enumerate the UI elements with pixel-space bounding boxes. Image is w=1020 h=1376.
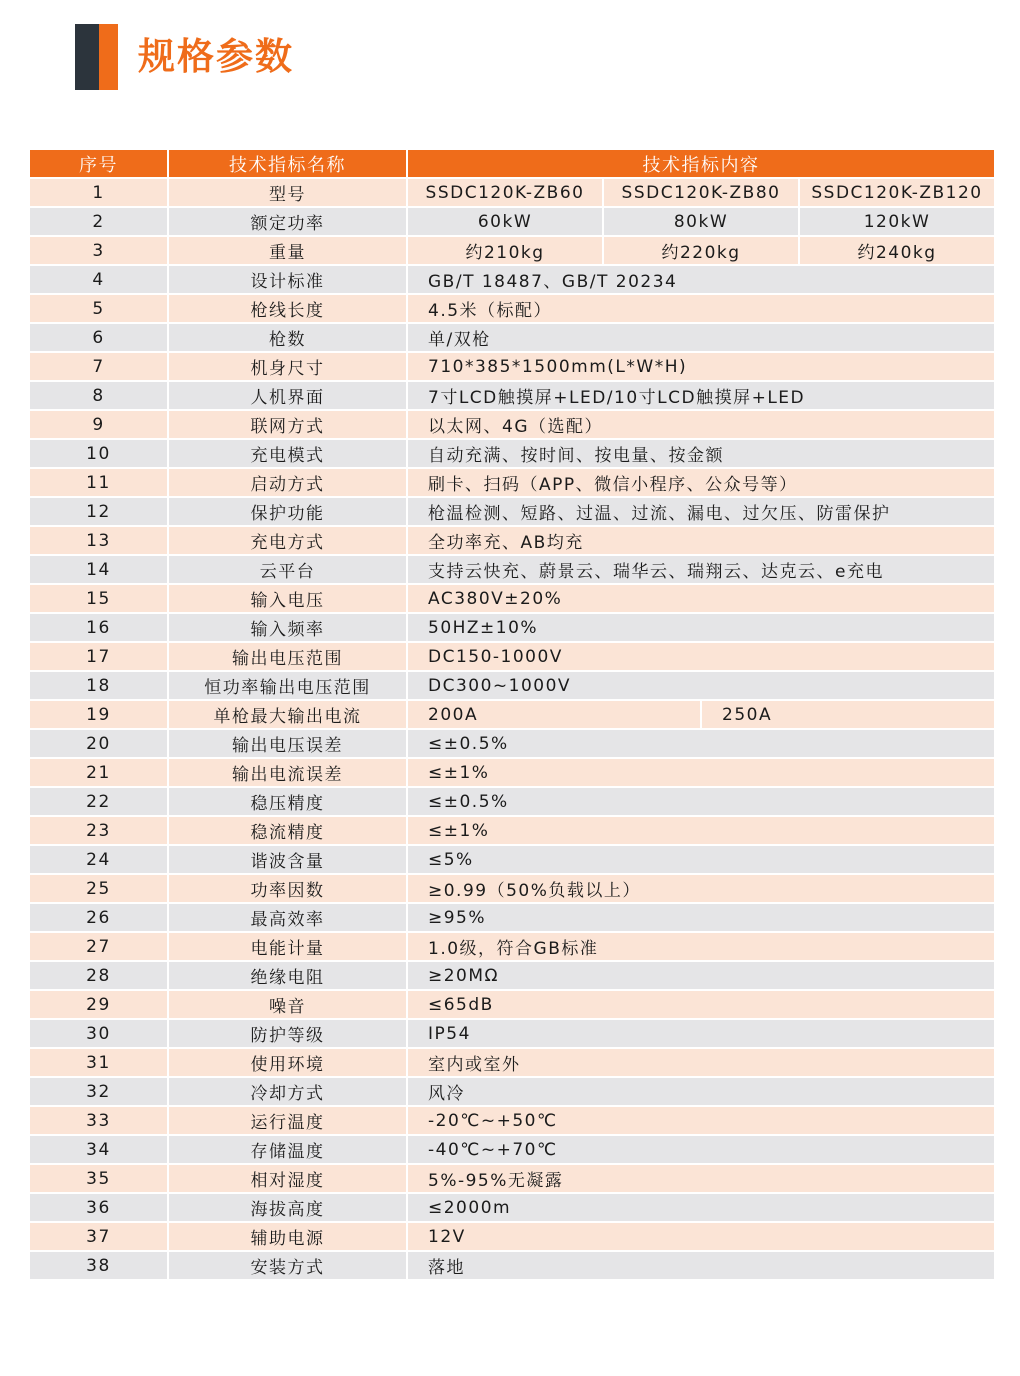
row-spec-value: 5%-95%无凝露: [407, 1164, 995, 1193]
row-value-model-80: 约220kg: [603, 236, 799, 265]
table-row: [29, 990, 995, 1019]
row-spec-name: 稳流精度: [168, 816, 407, 845]
table-row: [29, 961, 995, 990]
row-number: 37: [29, 1222, 168, 1251]
row-number: 15: [29, 584, 168, 613]
row-number: 31: [29, 1048, 168, 1077]
row-spec-value: 落地: [407, 1251, 995, 1280]
row-number: 26: [29, 903, 168, 932]
row-number: 29: [29, 990, 168, 1019]
table-row: [29, 207, 995, 236]
row-spec-value: ≤±0.5%: [407, 787, 995, 816]
table-row: [29, 265, 995, 294]
row-spec-name: 人机界面: [168, 381, 407, 410]
row-spec-name: 最高效率: [168, 903, 407, 932]
table-header-row: [29, 149, 995, 178]
row-number: 10: [29, 439, 168, 468]
row-spec-name: 功率因数: [168, 874, 407, 903]
table-row: [29, 874, 995, 903]
row-number: 2: [29, 207, 168, 236]
row-value-model-120: 约240kg: [799, 236, 995, 265]
row-spec-value: 支持云快充、蔚景云、瑞华云、瑞翔云、达克云、e充电: [407, 555, 995, 584]
row-spec-value: 自动充满、按时间、按电量、按金额: [407, 439, 995, 468]
row-spec-name: 充电方式: [168, 526, 407, 555]
row-spec-name: 恒功率输出电压范围: [168, 671, 407, 700]
row-number: 38: [29, 1251, 168, 1280]
row-value-current-a: 200A: [407, 700, 701, 729]
row-value-current-b: 250A: [701, 700, 995, 729]
table-row: [29, 758, 995, 787]
row-spec-name: 联网方式: [168, 410, 407, 439]
row-spec-name: 电能计量: [168, 932, 407, 961]
row-spec-name: 枪线长度: [168, 294, 407, 323]
header-content: 技术指标内容: [407, 149, 995, 178]
row-spec-value: 7寸LCD触摸屏+LED/10寸LCD触摸屏+LED: [407, 381, 995, 410]
row-spec-value: 4.5米（标配）: [407, 294, 995, 323]
row-spec-value: -20℃~+50℃: [407, 1106, 995, 1135]
table-row: [29, 1222, 995, 1251]
row-spec-name: 输入频率: [168, 613, 407, 642]
row-spec-name: 型号: [168, 178, 407, 207]
header-name: 技术指标名称: [168, 149, 407, 178]
row-spec-name: 输出电压范围: [168, 642, 407, 671]
row-spec-value: ≤±1%: [407, 758, 995, 787]
row-spec-value: ≤2000m: [407, 1193, 995, 1222]
table-row: [29, 903, 995, 932]
row-number: 18: [29, 671, 168, 700]
row-spec-name: 运行温度: [168, 1106, 407, 1135]
row-spec-value: 50HZ±10%: [407, 613, 995, 642]
row-spec-value: 风冷: [407, 1077, 995, 1106]
row-spec-name: 重量: [168, 236, 407, 265]
row-number: 33: [29, 1106, 168, 1135]
table-row: [29, 642, 995, 671]
row-spec-value: ≥95%: [407, 903, 995, 932]
row-number: 24: [29, 845, 168, 874]
row-spec-name: 云平台: [168, 555, 407, 584]
table-row: [29, 1135, 995, 1164]
row-spec-value: 1.0级，符合GB标准: [407, 932, 995, 961]
page-title: 规格参数: [138, 35, 294, 78]
row-spec-name: 相对湿度: [168, 1164, 407, 1193]
row-spec-name: 枪数: [168, 323, 407, 352]
row-number: 25: [29, 874, 168, 903]
row-number: 28: [29, 961, 168, 990]
row-spec-value: 室内或室外: [407, 1048, 995, 1077]
table-row: [29, 439, 995, 468]
row-value-model-60: SSDC120K-ZB60: [407, 178, 603, 207]
row-spec-value: ≤5%: [407, 845, 995, 874]
row-number: 12: [29, 497, 168, 526]
table-row: [29, 178, 995, 207]
row-number: 34: [29, 1135, 168, 1164]
table-row: [29, 787, 995, 816]
row-number: 3: [29, 236, 168, 265]
row-number: 23: [29, 816, 168, 845]
table-row: [29, 236, 995, 265]
row-value-model-80: SSDC120K-ZB80: [603, 178, 799, 207]
table-row: [29, 1077, 995, 1106]
table-row: [29, 323, 995, 352]
row-spec-value: 枪温检测、短路、过温、过流、漏电、过欠压、防雷保护: [407, 497, 995, 526]
row-number: 20: [29, 729, 168, 758]
row-number: 32: [29, 1077, 168, 1106]
row-spec-value: 刷卡、扫码（APP、微信小程序、公众号等）: [407, 468, 995, 497]
row-number: 7: [29, 352, 168, 381]
row-spec-value: -40℃~+70℃: [407, 1135, 995, 1164]
row-spec-name: 输出电流误差: [168, 758, 407, 787]
table-row: [29, 555, 995, 584]
row-value-model-120: 120kW: [799, 207, 995, 236]
row-number: 17: [29, 642, 168, 671]
table-row: [29, 410, 995, 439]
table-row: [29, 845, 995, 874]
row-number: 19: [29, 700, 168, 729]
table-row: [29, 671, 995, 700]
row-spec-value: ≤±1%: [407, 816, 995, 845]
header-no: 序号: [29, 149, 168, 178]
row-spec-name: 辅助电源: [168, 1222, 407, 1251]
row-spec-value: DC300~1000V: [407, 671, 995, 700]
row-number: 8: [29, 381, 168, 410]
row-spec-name: 冷却方式: [168, 1077, 407, 1106]
row-number: 21: [29, 758, 168, 787]
table-row: [29, 729, 995, 758]
row-spec-name: 单枪最大输出电流: [168, 700, 407, 729]
table-row: [29, 613, 995, 642]
row-spec-name: 海拔高度: [168, 1193, 407, 1222]
table-row: [29, 816, 995, 845]
table-row: [29, 352, 995, 381]
table-row: [29, 381, 995, 410]
row-number: 11: [29, 468, 168, 497]
row-spec-name: 噪音: [168, 990, 407, 1019]
row-value-model-60: 60kW: [407, 207, 603, 236]
row-spec-name: 充电模式: [168, 439, 407, 468]
row-number: 5: [29, 294, 168, 323]
page-header: [75, 24, 675, 90]
row-number: 1: [29, 178, 168, 207]
row-spec-name: 保护功能: [168, 497, 407, 526]
row-spec-name: 防护等级: [168, 1019, 407, 1048]
row-spec-value: 单/双枪: [407, 323, 995, 352]
table-row: [29, 932, 995, 961]
row-spec-name: 使用环境: [168, 1048, 407, 1077]
row-spec-name: 启动方式: [168, 468, 407, 497]
row-value-model-60: 约210kg: [407, 236, 603, 265]
row-spec-name: 输入电压: [168, 584, 407, 613]
table-row: [29, 584, 995, 613]
row-spec-value: GB/T 18487、GB/T 20234: [407, 265, 995, 294]
spec-table: [28, 148, 996, 1281]
row-spec-name: 额定功率: [168, 207, 407, 236]
row-spec-value: 12V: [407, 1222, 995, 1251]
table-row: [29, 468, 995, 497]
row-spec-name: 机身尺寸: [168, 352, 407, 381]
row-spec-name: 稳压精度: [168, 787, 407, 816]
row-spec-value: ≤±0.5%: [407, 729, 995, 758]
row-number: 22: [29, 787, 168, 816]
row-spec-value: ≥0.99（50%负载以上）: [407, 874, 995, 903]
row-spec-value: AC380V±20%: [407, 584, 995, 613]
row-spec-value: IP54: [407, 1019, 995, 1048]
row-number: 27: [29, 932, 168, 961]
row-spec-name: 存储温度: [168, 1135, 407, 1164]
table-row: [29, 1048, 995, 1077]
row-spec-name: 输出电压误差: [168, 729, 407, 758]
table-row: [29, 497, 995, 526]
row-spec-name: 安装方式: [168, 1251, 407, 1280]
table-row: [29, 700, 995, 729]
row-spec-value: DC150-1000V: [407, 642, 995, 671]
table-row: [29, 526, 995, 555]
table-row: [29, 1251, 995, 1280]
row-spec-name: 谐波含量: [168, 845, 407, 874]
row-number: 6: [29, 323, 168, 352]
row-value-model-80: 80kW: [603, 207, 799, 236]
table-row: [29, 1193, 995, 1222]
table-row: [29, 1019, 995, 1048]
table-row: [29, 1106, 995, 1135]
row-spec-name: 绝缘电阻: [168, 961, 407, 990]
row-spec-name: 设计标准: [168, 265, 407, 294]
row-number: 4: [29, 265, 168, 294]
title-accent-orange-bar: [99, 24, 118, 90]
row-number: 36: [29, 1193, 168, 1222]
row-value-model-120: SSDC120K-ZB120: [799, 178, 995, 207]
title-accent-dark-bar: [75, 24, 99, 90]
row-spec-value: ≤65dB: [407, 990, 995, 1019]
row-number: 16: [29, 613, 168, 642]
row-spec-value: 710*385*1500mm(L*W*H): [407, 352, 995, 381]
table-row: [29, 294, 995, 323]
row-number: 35: [29, 1164, 168, 1193]
row-number: 13: [29, 526, 168, 555]
row-number: 14: [29, 555, 168, 584]
table-row: [29, 1164, 995, 1193]
row-number: 9: [29, 410, 168, 439]
row-spec-value: ≥20MΩ: [407, 961, 995, 990]
row-number: 30: [29, 1019, 168, 1048]
row-spec-value: 以太网、4G（选配）: [407, 410, 995, 439]
row-spec-value: 全功率充、AB均充: [407, 526, 995, 555]
